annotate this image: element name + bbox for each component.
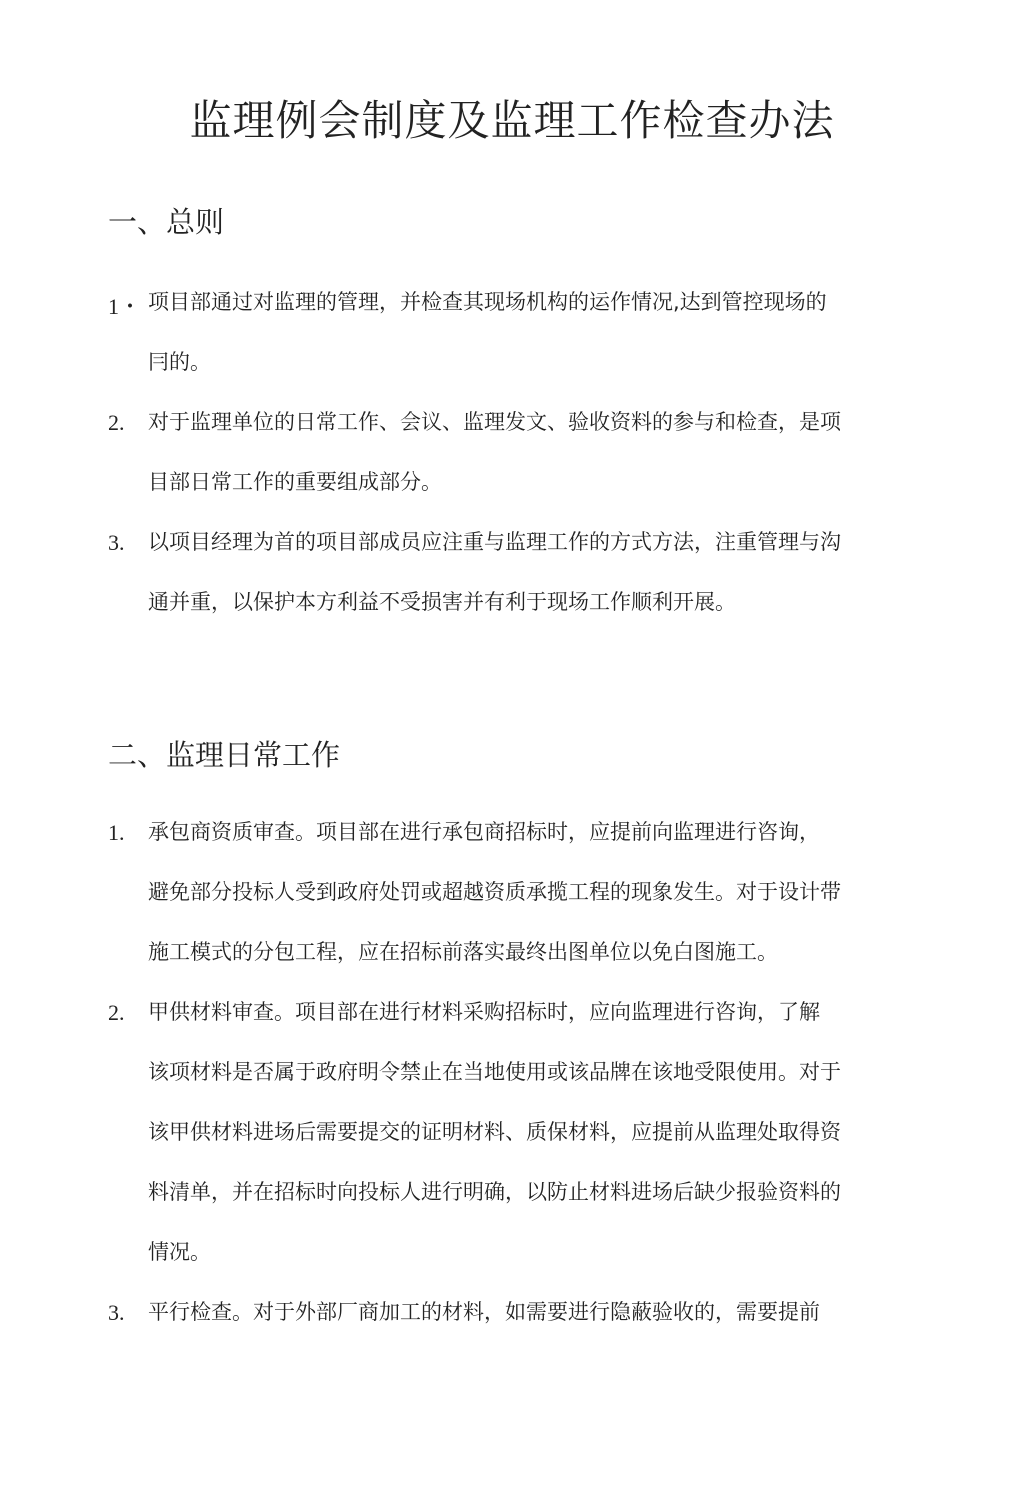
item-number: 3.	[108, 1300, 125, 1325]
item-number: 2.	[108, 1000, 125, 1025]
item-line: 避免部分投标人受到政府处罚或超越资质承揽工程的现象发生。对于设计带	[148, 880, 841, 904]
item-line: 承包商资质审查。项目部在进行承包商招标时，应提前向监理进行咨询，	[148, 820, 820, 844]
item-number: 2.	[108, 410, 125, 435]
item-line: 项目部通过对监理的管理，并检查其现场机构的运作情况,达到管控现场的	[148, 290, 827, 314]
item-line: 情况。	[148, 1240, 211, 1264]
item-number: 3.	[108, 530, 125, 555]
section-heading-general: 一、总则	[108, 205, 225, 239]
item-text	[148, 1282, 884, 1342]
item-line: 甲供材料审查。项目部在进行材料采购招标时，应向监理进行咨询，了解	[148, 1000, 820, 1024]
item-text	[148, 392, 884, 512]
section-heading-daily-work: 二、监理日常工作	[108, 738, 341, 772]
item-text	[148, 512, 884, 632]
item-number: 1.	[108, 820, 125, 845]
item-text	[148, 272, 884, 392]
item-text	[148, 982, 884, 1282]
item-text	[148, 802, 884, 982]
item-line: 目部日常工作的重要组成部分。	[148, 470, 442, 494]
item-line: 对于监理单位的日常工作、会议、监理发文、验收资料的参与和检查，是项	[148, 410, 841, 434]
item-line: 料清单，并在招标时向投标人进行明确，以防止材料进场后缺少报验资料的	[148, 1180, 841, 1204]
item-line: 该甲供材料进场后需要提交的证明材料、质保材料，应提前从监理处取得资	[148, 1120, 841, 1144]
item-line: 以项目经理为首的项目部成员应注重与监理工作的方式方法，注重管理与沟	[148, 530, 841, 554]
item-line: 平行检查。对于外部厂商加工的材料，如需要进行隐蔽验收的，需要提前	[148, 1300, 820, 1324]
document-title: 监理例会制度及监理工作检查办法	[189, 96, 835, 145]
item-line: 冃的。	[148, 350, 211, 374]
item-line: 施工模式的分包工程，应在招标前落实最终出图单位以免白图施工。	[148, 940, 778, 964]
item-line: 通并重，以保护本方利益不受损害并有利于现场工作顺利开展。	[148, 590, 736, 614]
item-line: 该项材料是否属于政府明令禁止在当地使用或该品牌在该地受限使用。对于	[148, 1060, 841, 1084]
item-number: 1・	[108, 294, 142, 319]
